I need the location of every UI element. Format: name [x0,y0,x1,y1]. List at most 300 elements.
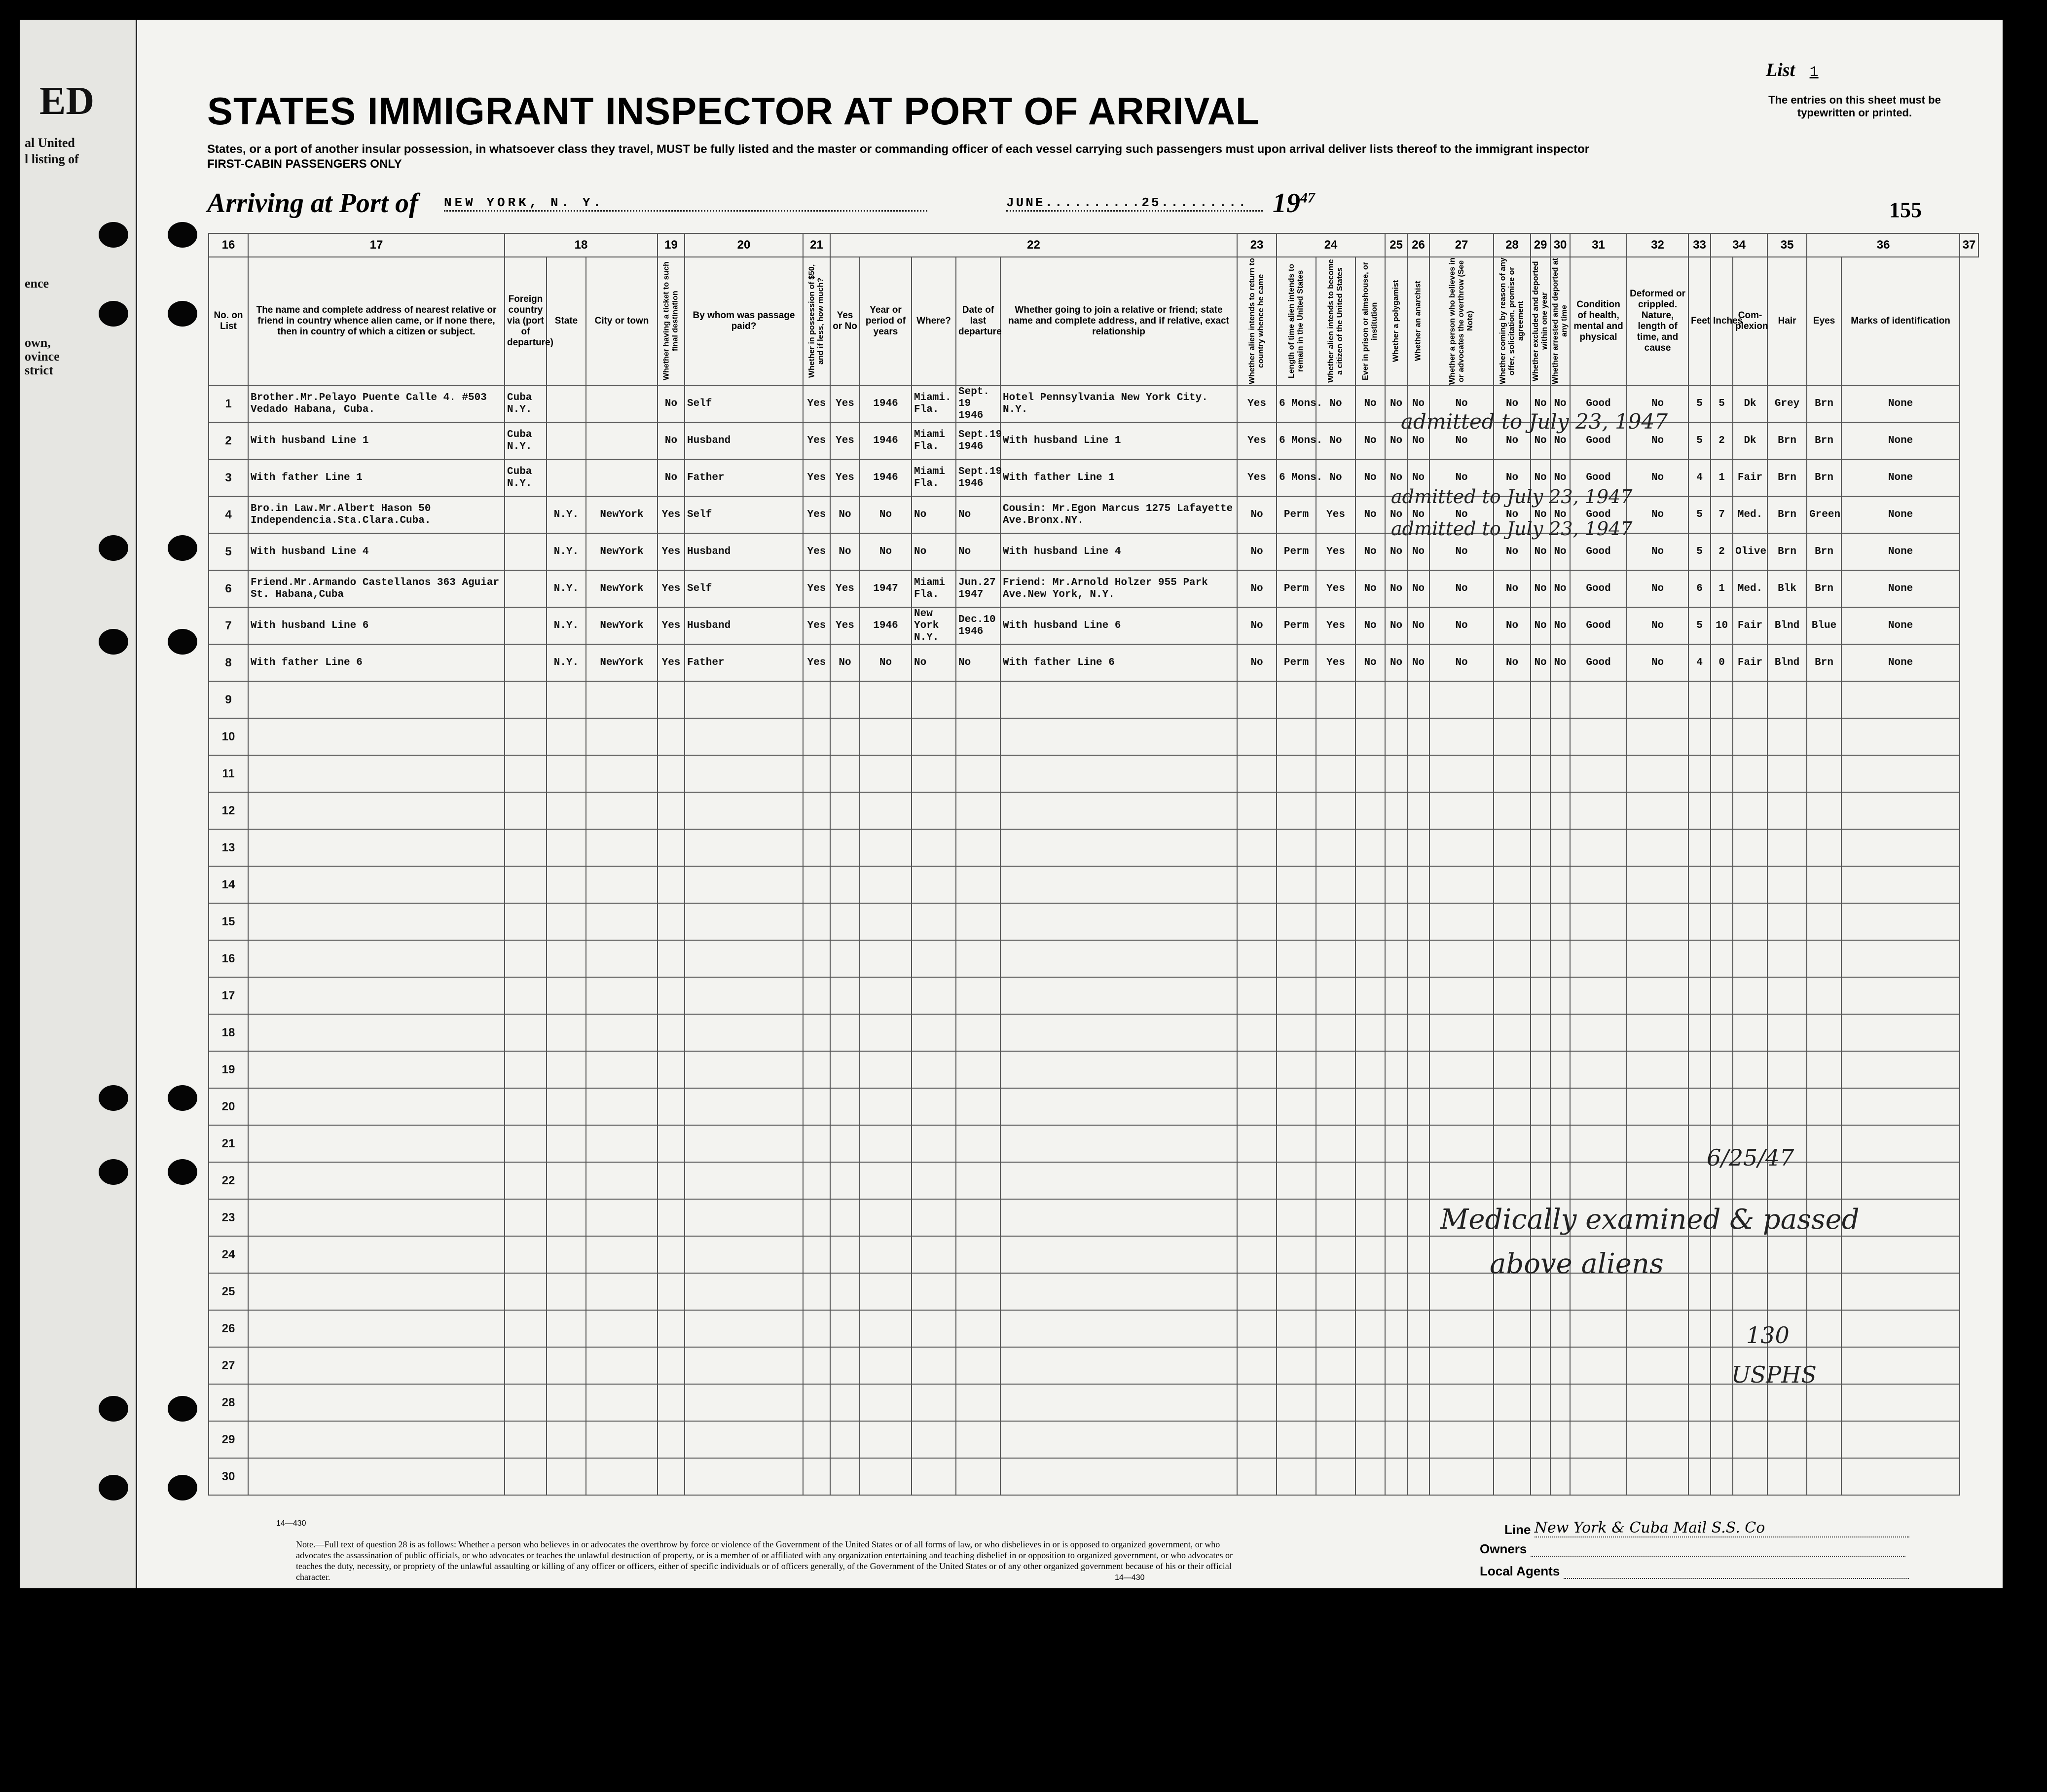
empty-cell [1570,903,1627,940]
cell-before: Yes [830,385,860,422]
empty-cell [586,829,658,866]
empty-cell [1385,681,1407,718]
cell-relative: Bro.in Law.Mr.Albert Hason 50 Independencia.Sta.Clara.Cuba. [248,496,505,533]
empty-cell [505,940,547,977]
cell-hair: Blk [1767,570,1807,607]
cell-eyes: Brn [1807,533,1841,570]
header-prison: Ever in prison or almshouse, or institution [1355,257,1385,385]
empty-cell [1627,1347,1688,1384]
empty-cell [803,792,830,829]
empty-cell [248,718,505,755]
empty-cell [685,940,803,977]
cell-departure: No [956,496,1000,533]
header-polygamist: Whether a polygamist [1385,257,1407,385]
empty-cell [685,1458,803,1495]
empty-cell [586,1162,658,1199]
empty-cell [248,1051,505,1088]
empty-cell [248,792,505,829]
row-number: 13 [209,829,248,866]
empty-cell [1237,1310,1277,1347]
empty-cell [505,681,547,718]
cell-years: 1946 [860,385,912,422]
cell-departure: Sept. 19 1946 [956,385,1000,422]
cell-arrested: No [1550,570,1570,607]
cell-foreign [505,533,547,570]
empty-cell [1316,1162,1355,1199]
cell-city [586,422,658,459]
empty-cell [956,903,1000,940]
empty-cell [547,718,586,755]
cell-ticket: No [658,459,685,496]
punch-hole [99,535,128,561]
empty-cell [1385,1236,1407,1273]
empty-cell [505,1125,547,1162]
empty-cell [1531,1347,1550,1384]
empty-cell [1688,1421,1711,1458]
empty-cell [956,1088,1000,1125]
empty-cell [505,1347,547,1384]
typewritten-notice: The entries on this sheet must be typewritten or printed. [1768,94,1941,119]
empty-cell [860,718,912,755]
empty-cell [1237,940,1277,977]
empty-cell [547,1014,586,1051]
empty-cell [1627,829,1688,866]
empty-cell [956,1236,1000,1273]
empty-cell [1407,1199,1429,1236]
cell-fifty: Yes [803,496,830,533]
empty-cell [1429,1014,1494,1051]
header-feet: Feet [1688,257,1711,385]
cell-offer: No [1494,607,1531,644]
empty-cell [912,1384,956,1421]
empty-cell [830,1199,860,1236]
empty-cell [1000,1162,1237,1199]
empty-cell [912,1347,956,1384]
empty-cell [1316,977,1355,1014]
empty-cell [830,866,860,903]
header-purpose-citizen: Whether alien intends to become a citizen of the United States [1316,257,1355,385]
empty-cell [830,1384,860,1421]
empty-cell [803,1347,830,1384]
empty-cell [1407,1384,1429,1421]
cell-prison: No [1355,496,1385,533]
row-number: 8 [209,644,248,681]
table-row [209,1347,1978,1384]
empty-cell [956,1199,1000,1236]
empty-cell [1733,866,1767,903]
empty-cell [1316,1199,1355,1236]
empty-cell [1841,718,1960,755]
empty-cell [1277,1273,1316,1310]
empty-cell [1429,1051,1494,1088]
col-number: 35 [1767,233,1807,257]
empty-cell [956,1458,1000,1495]
empty-cell [1355,1236,1385,1273]
empty-cell [1627,1384,1688,1421]
empty-cell [1407,1421,1429,1458]
empty-cell [505,792,547,829]
empty-cell [658,1162,685,1199]
empty-cell [1550,792,1570,829]
empty-cell [830,903,860,940]
empty-cell [1550,903,1570,940]
table-row [209,496,1978,533]
empty-cell [685,755,803,792]
empty-cell [1550,829,1570,866]
cell-marks: None [1841,459,1960,496]
empty-cell [1711,792,1733,829]
cell-overthrow: No [1429,422,1494,459]
cell-excluded: No [1531,459,1550,496]
cell-hair: Brn [1767,459,1807,496]
cell-excluded: No [1531,422,1550,459]
row-number: 12 [209,792,248,829]
cell-relative: Friend.Mr.Armando Castellanos 363 Aguiar St. Habana,Cuba [248,570,505,607]
cell-polygamist: No [1385,644,1407,681]
empty-cell [1000,681,1237,718]
cell-overthrow: No [1429,644,1494,681]
cell-foreign: Cuba N.Y. [505,459,547,496]
cell-ticket: No [658,385,685,422]
empty-cell [1531,1421,1550,1458]
empty-cell [685,718,803,755]
empty-cell [1407,1051,1429,1088]
header-before-departure: Date of last departure [956,257,1000,385]
cell-offer: No [1494,570,1531,607]
empty-cell [1429,1088,1494,1125]
empty-cell [1407,1162,1429,1199]
empty-cell [1385,1125,1407,1162]
strip-title: ED [39,79,95,123]
empty-cell [1237,829,1277,866]
empty-cell [1429,940,1494,977]
empty-cell [1531,1384,1550,1421]
empty-cell [1807,903,1841,940]
empty-cell [1316,1384,1355,1421]
empty-cell [1237,1162,1277,1199]
empty-cell [1841,681,1960,718]
empty-cell [248,866,505,903]
footer-local-agents: Local Agents [1480,1564,1909,1579]
empty-cell [1733,1014,1767,1051]
empty-cell [1841,1310,1960,1347]
empty-cell [1570,1088,1627,1125]
cell-polygamist: No [1385,570,1407,607]
cell-deformed: No [1627,607,1688,644]
empty-cell [1277,829,1316,866]
empty-cell [956,866,1000,903]
empty-cell [803,829,830,866]
cell-deformed: No [1627,533,1688,570]
empty-cell [1277,1125,1316,1162]
empty-cell [1494,903,1531,940]
col-number: 25 [1385,233,1407,257]
empty-cell [1570,1310,1627,1347]
table-row [209,1273,1978,1310]
empty-cell [912,1421,956,1458]
empty-cell [685,1014,803,1051]
cell-complexion: Dk [1733,422,1767,459]
empty-cell [860,977,912,1014]
empty-cell [1550,755,1570,792]
empty-cell [1237,1199,1277,1236]
empty-cell [1807,1236,1841,1273]
empty-cell [1429,1384,1494,1421]
header-deformed: Deformed or crippled. Nature, length of time, and cause [1627,257,1688,385]
empty-cell [803,1088,830,1125]
empty-cell [956,1162,1000,1199]
empty-cell [505,1458,547,1495]
empty-cell [1570,681,1627,718]
empty-cell [1494,977,1531,1014]
header-foreign-country: Foreign country via (port of departure) [505,257,547,385]
empty-cell [803,681,830,718]
empty-cell [912,829,956,866]
cell-length: 6 Mons. [1277,459,1316,496]
empty-cell [1355,718,1385,755]
empty-cell [830,1458,860,1495]
table-row [209,1310,1978,1347]
table-row [209,977,1978,1014]
empty-cell [956,1421,1000,1458]
cell-foreign [505,607,547,644]
empty-cell [1429,1310,1494,1347]
empty-cell [1807,940,1841,977]
empty-cell [1385,1458,1407,1495]
cell-complexion: Fair [1733,459,1767,496]
cell-foreign [505,644,547,681]
punch-hole [99,1475,128,1500]
empty-cell [1627,718,1688,755]
empty-cell [248,755,505,792]
table-row [209,1014,1978,1051]
strip-text: al United [25,136,75,150]
cell-fifty: Yes [803,607,830,644]
empty-cell [860,1051,912,1088]
empty-cell [1494,755,1531,792]
cell-marks: None [1841,570,1960,607]
empty-cell [586,1088,658,1125]
cell-citizen: Yes [1316,644,1355,681]
empty-cell [830,681,860,718]
col-number: 31 [1570,233,1627,257]
empty-cell [1570,829,1627,866]
empty-cell [248,1458,505,1495]
empty-cell [1570,1347,1627,1384]
col-number: 23 [1237,233,1277,257]
empty-cell [586,1458,658,1495]
empty-cell [1237,903,1277,940]
cell-departure: Sept.19 1946 [956,422,1000,459]
cell-relative: With father Line 1 [248,459,505,496]
empty-cell [1385,1014,1407,1051]
cell-where: No [912,496,956,533]
table-row [209,644,1978,681]
header-fifty-dollars: Whether in possession of $50, and if less, how much? [803,257,830,385]
cell-city: NewYork [586,570,658,607]
empty-cell [1733,829,1767,866]
row-number: 16 [209,940,248,977]
empty-cell [1711,718,1733,755]
empty-cell [586,792,658,829]
empty-cell [830,1236,860,1273]
empty-cell [505,829,547,866]
cell-citizen: Yes [1316,496,1355,533]
header-city: City or town [586,257,658,385]
empty-cell [547,977,586,1014]
empty-cell [1841,1421,1960,1458]
adjacent-page-strip [20,20,137,1588]
empty-cell [505,1384,547,1421]
cell-join: With husband Line 4 [1000,533,1237,570]
cell-paid: Self [685,570,803,607]
col-number: 21 [803,233,830,257]
empty-cell [1807,1458,1841,1495]
header-marks: Marks of identification [1841,257,1960,385]
empty-cell [956,1014,1000,1051]
empty-cell [1316,718,1355,755]
empty-cell [658,1014,685,1051]
empty-cell [1429,866,1494,903]
empty-cell [956,792,1000,829]
empty-cell [830,1088,860,1125]
empty-cell [1000,1273,1237,1310]
empty-cell [1688,829,1711,866]
header-arrested: Whether arrested and deported at any time [1550,257,1570,385]
cell-overthrow: No [1429,533,1494,570]
cell-inches: 1 [1711,570,1733,607]
empty-cell [830,755,860,792]
cell-return: No [1237,644,1277,681]
empty-cell [1711,1384,1733,1421]
col-number: 16 [209,233,248,257]
empty-cell [912,1236,956,1273]
empty-cell [1277,1014,1316,1051]
empty-cell [1570,1014,1627,1051]
empty-cell [658,792,685,829]
cell-overthrow: No [1429,496,1494,533]
col-number: 30 [1550,233,1570,257]
empty-cell [1733,977,1767,1014]
arrival-date: JUNE..........25......... [1006,195,1263,212]
cell-complexion: Fair [1733,644,1767,681]
cell-return: No [1237,533,1277,570]
header-health: Condition of health, mental and physical [1570,257,1627,385]
cell-anarchist: No [1407,607,1429,644]
cell-where: Miami Fla. [912,570,956,607]
empty-cell [547,829,586,866]
empty-cell [1711,866,1733,903]
empty-cell [1407,718,1429,755]
cell-departure: Dec.10 1946 [956,607,1000,644]
empty-cell [1237,1125,1277,1162]
empty-cell [1733,792,1767,829]
empty-cell [586,1310,658,1347]
empty-cell [1407,1014,1429,1051]
cell-length: Perm [1277,570,1316,607]
empty-cell [803,940,830,977]
empty-cell [912,977,956,1014]
empty-cell [1494,1088,1531,1125]
empty-cell [1550,1347,1570,1384]
empty-cell [1627,903,1688,940]
empty-cell [505,1421,547,1458]
cell-polygamist: No [1385,496,1407,533]
empty-cell [1385,1421,1407,1458]
empty-cell [248,1421,505,1458]
empty-cell [1316,681,1355,718]
empty-cell [912,1014,956,1051]
cell-complexion: Olive [1733,533,1767,570]
strip-text: strict [25,363,53,377]
cell-foreign [505,496,547,533]
empty-cell [1494,1162,1531,1199]
empty-cell [547,903,586,940]
empty-cell [1000,1199,1237,1236]
empty-cell [803,977,830,1014]
cell-fifty: Yes [803,385,830,422]
cell-join: Cousin: Mr.Egon Marcus 1275 Lafayette Ave.Bronx.NY. [1000,496,1237,533]
cell-relative: With husband Line 6 [248,607,505,644]
cell-deformed: No [1627,496,1688,533]
row-number: 28 [209,1384,248,1421]
punch-hole [168,1475,197,1500]
empty-cell [860,1125,912,1162]
empty-cell [1277,755,1316,792]
empty-cell [1733,718,1767,755]
row-number: 14 [209,866,248,903]
strip-text: ence [25,276,49,291]
empty-cell [586,1421,658,1458]
empty-cell [1711,755,1733,792]
table-row [209,459,1978,496]
empty-cell [1494,1421,1531,1458]
empty-cell [830,792,860,829]
empty-cell [1627,1125,1688,1162]
empty-cell [685,1421,803,1458]
header-before-years: Year or period of years [860,257,912,385]
col-number: 34 [1711,233,1767,257]
empty-cell [248,977,505,1014]
empty-cell [860,940,912,977]
empty-cell [1494,792,1531,829]
table-row [209,385,1978,422]
empty-cell [1385,1162,1407,1199]
cell-health: Good [1570,422,1627,459]
empty-cell [586,866,658,903]
cell-state: N.Y. [547,533,586,570]
cell-feet: 5 [1688,422,1711,459]
empty-cell [1000,1458,1237,1495]
empty-cell [685,1236,803,1273]
cell-marks: None [1841,644,1960,681]
empty-cell [912,1125,956,1162]
empty-cell [1550,1014,1570,1051]
empty-cell [1316,1236,1355,1273]
empty-cell [1494,1384,1531,1421]
empty-cell [830,1273,860,1310]
handwritten-admitted-row1: admitted to July 23, 1947 [1401,409,1668,434]
empty-cell [1807,792,1841,829]
empty-cell [956,1384,1000,1421]
row-number: 23 [209,1199,248,1236]
empty-cell [685,1051,803,1088]
empty-cell [1570,1458,1627,1495]
empty-cell [1355,1162,1385,1199]
cell-citizen: No [1316,459,1355,496]
cell-anarchist: No [1407,422,1429,459]
empty-cell [803,1273,830,1310]
